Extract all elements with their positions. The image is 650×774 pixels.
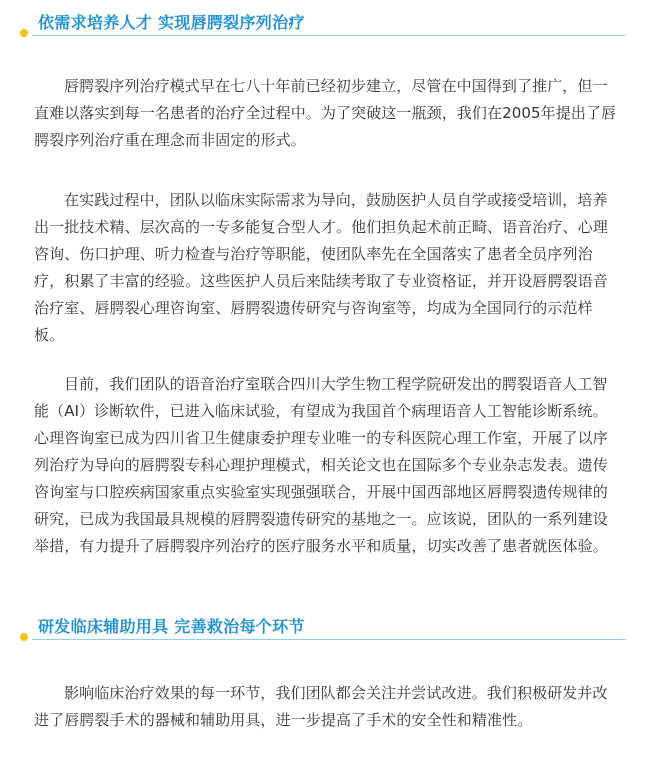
- section-divider: [32, 639, 626, 640]
- paragraph: 影响临床治疗效果的每一环节，我们团队都会关注并尝试改进。我们积极研发并改进了唇腭裂手术的器械和辅助用具，进一步提高了手术的安全性和精准性。: [34, 684, 608, 729]
- section-title: 依需求培养人才 实现唇腭裂序列治疗: [38, 13, 305, 32]
- section-header-2: [14, 612, 626, 642]
- paragraph: 在实践过程中，团队以临床实际需求为导向，鼓励医护人员自学或接受培训，培养出一批技术精、层次高的一专多能复合型人才。他们担负起术前正畸、语音治疗、心理咨询、伤口护理、听力检查与治疗等职能，使团队率先在全国落实了患者全员序列治疗，积累了丰富的经验。这些医护人员后来陆续考取了专业资格证，并开设唇腭裂语音治疗室、唇腭裂心理咨询室、唇腭裂遗传研究与咨询室等，均成为全国同行的示范样板。: [34, 191, 608, 344]
- bullet-dot-icon: [20, 29, 28, 37]
- paragraph: 唇腭裂序列治疗模式早在七八十年前已经初步建立，尽管在中国得到了推广，但一直难以落实到每一名患者的治疗全过程中。为了突破这一瓶颈，我们在2005年提出了唇腭裂序列治疗重在理念而非固定的形式。: [34, 77, 617, 149]
- section-divider: [32, 35, 626, 36]
- paragraph: 目前，我们团队的语音治疗室联合四川大学生物工程学院研发出的腭裂语音人工智能（AI）诊断软件，已进入临床试验，有望成为我国首个病理语音人工智能诊断系统。心理咨询室已成为四川省卫生健康委护理专业唯一的专科医院心理工作室，开展了以序列治疗为导向的唇腭裂专科心理护理模式，相关论文也在国际多个专业杂志发表。遗传咨询室与口腔疾病国家重点实验室实现强强联合，开展中国西部地区唇腭裂遗传规律的研究，已成为我国最具规模的唇腭裂遗传研究的基地之一。应该说，团队的一系列建设举措，有力提升了唇腭裂序列治疗的医疗服务水平和质量，切实改善了患者就医体验。: [34, 375, 608, 555]
- section-header-1: [14, 8, 626, 38]
- section-title: 研发临床辅助用具 完善救治每个环节: [38, 617, 305, 636]
- bullet-dot-icon: [20, 633, 28, 641]
